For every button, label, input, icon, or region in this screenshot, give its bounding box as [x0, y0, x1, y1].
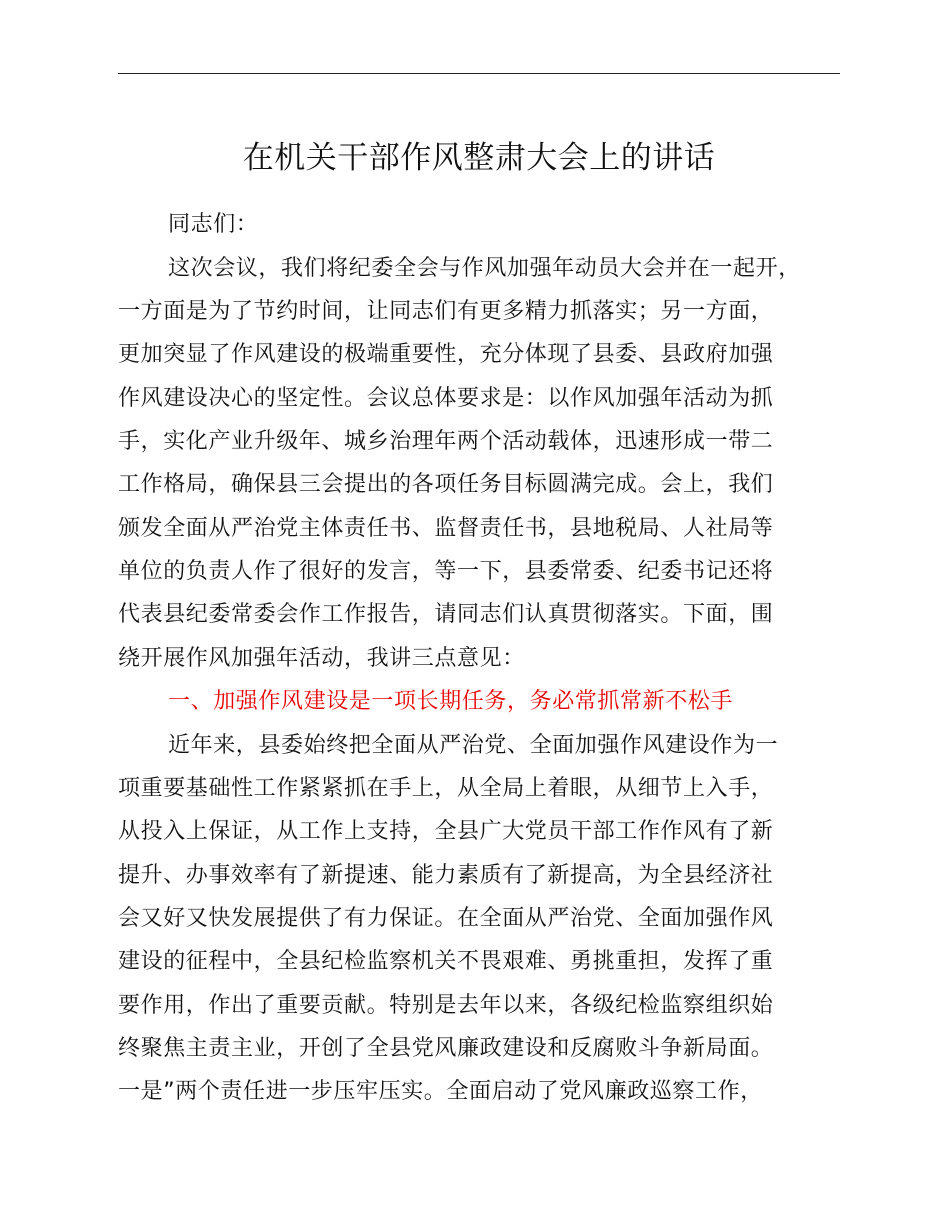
- paragraph-line: 一方面是为了节约时间，让同志们有更多精力抓落实；另一方面，: [118, 299, 774, 324]
- paragraph-line: 要作用，作出了重要贡献。特别是去年以来，各级纪检监察组织始: [118, 993, 774, 1018]
- paragraph-line: 提升、办事效率有了新提速、能力素质有了新提高，为全县经济社: [118, 863, 774, 888]
- paragraph-line: 代表县纪委常委会作工作报告，请同志们认真贯彻落实。下面，围: [118, 602, 774, 627]
- paragraph-line: 近年来，县委始终把全面从严治党、全面加强作风建设作为一: [168, 733, 779, 758]
- section-heading: 一、加强作风建设是一项长期任务，务必常抓常新不松手: [168, 689, 734, 714]
- paragraph-line: 建设的征程中，全县纪检监察机关不畏艰难、勇挑重担，发挥了重: [118, 949, 774, 974]
- paragraph-line: 工作格局，确保县三会提出的各项任务目标圆满完成。会上，我们: [118, 472, 774, 497]
- paragraph-line: 一是”两个责任进一步压牢压实。全面启动了党风廉政巡察工作，: [118, 1079, 763, 1104]
- paragraph-line: 绕开展作风加强年活动，我讲三点意见：: [118, 646, 525, 671]
- paragraph-line: 项重要基础性工作紧紧抓在手上，从全局上着眼，从细节上入手，: [118, 776, 774, 801]
- paragraph-line: 会又好又快发展提供了有力保证。在全面从严治党、全面加强作风: [118, 906, 774, 931]
- paragraph-line: 终聚焦主责主业，开创了全县党风廉政建设和反腐败斗争新局面。: [118, 1036, 774, 1061]
- document-title: 在机关干部作风整肃大会上的讲话: [242, 140, 716, 176]
- paragraph-line: 作风建设决心的坚定性。会议总体要求是：以作风加强年活动为抓: [118, 386, 774, 411]
- paragraph-line: 单位的负责人作了很好的发言，等一下，县委常委、纪委书记还将: [118, 559, 774, 584]
- paragraph-line: 颁发全面从严治党主体责任书、监督责任书，县地税局、人社局等: [118, 516, 774, 541]
- header-rule: [118, 73, 840, 74]
- paragraph-line: 更加突显了作风建设的极端重要性，充分体现了县委、县政府加强: [118, 342, 774, 367]
- salutation: 同志们：: [168, 212, 259, 237]
- paragraph-line: 这次会议，我们将纪委全会与作风加强年动员大会并在一起开，: [168, 256, 801, 281]
- paragraph-line: 手，实化产业升级年、城乡治理年两个活动载体，迅速形成一带二: [118, 429, 774, 454]
- paragraph-line: 从投入上保证，从工作上支持，全县广大党员干部工作作风有了新: [118, 819, 774, 844]
